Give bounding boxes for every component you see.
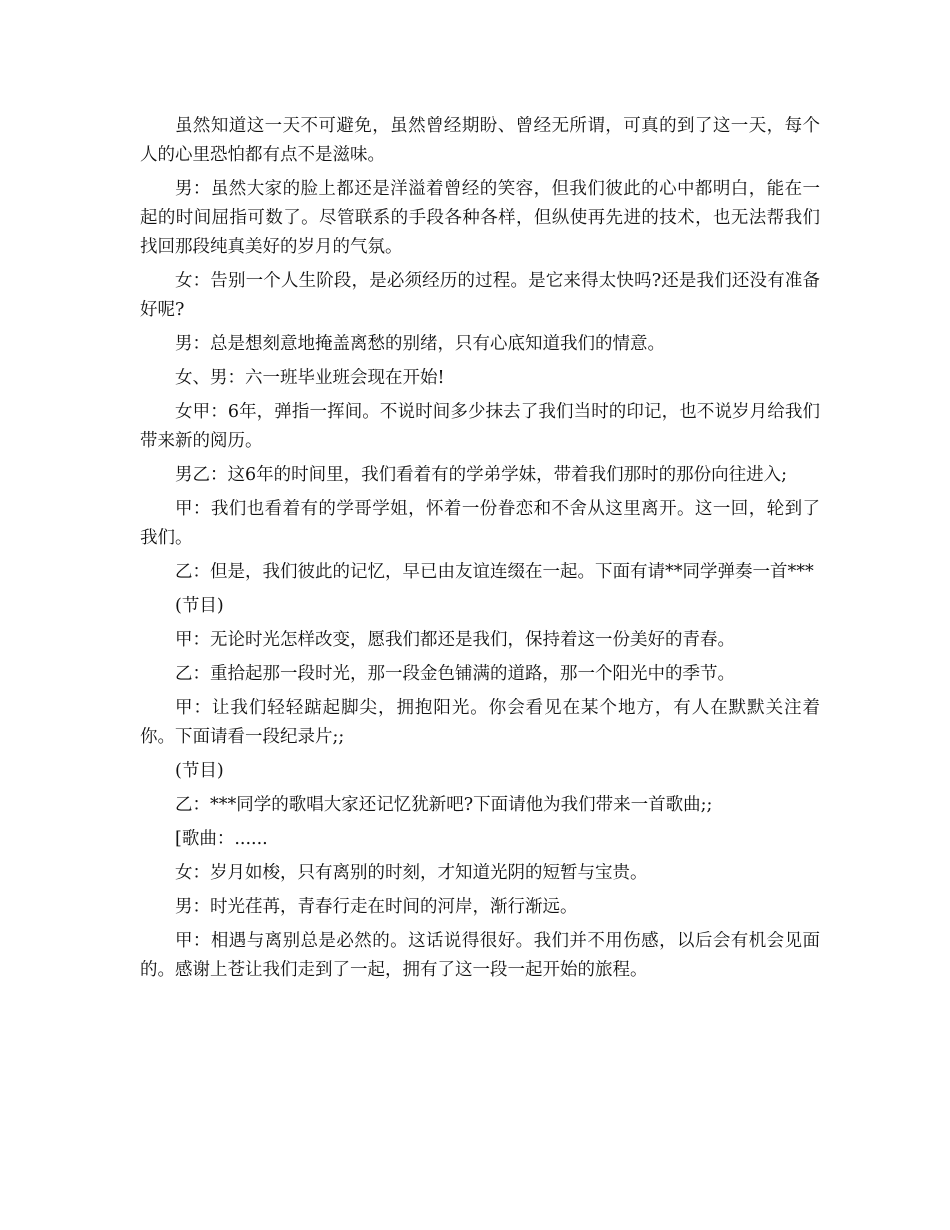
paragraph-a-3: 甲：让我们轻轻踮起脚尖，拥抱阳光。你会看见在某个地方，有人在默默关注着你。下面请看一段纪录片;; (140, 698, 820, 747)
document-body (140, 112, 820, 990)
paragraph-female-1: 女：告别一个人生阶段，是必须经历的过程。是它来得太快吗?还是我们还没有准备好呢? (140, 271, 820, 320)
paragraph-b-3: 乙：***同学的歌唱大家还记忆犹新吧?下面请他为我们带来一首歌曲;; (175, 795, 713, 815)
paragraph-male-3: 男：时光荏苒，青春行走在时间的河岸，渐行渐远。 (175, 897, 578, 917)
paragraph-b-1: 乙：但是，我们彼此的记忆，早已由友谊连缀在一起。下面有请**同学弹奏一首*** (175, 562, 814, 582)
paragraph-program-2: (节目) (175, 761, 224, 781)
paragraph-opening: 女、男：六一班毕业班会现在开始! (175, 368, 445, 388)
paragraph-intro: 虽然知道这一天不可避免，虽然曾经期盼、曾经无所谓，可真的到了这一天，每个人的心里恐怕都有点不是滋味。 (140, 116, 820, 165)
paragraph-program-1: (节目) (175, 596, 224, 616)
paragraph-a-2: 甲：无论时光怎样改变，愿我们都还是我们，保持着这一份美好的青春。 (175, 630, 735, 650)
paragraph-male-b: 男乙：这6年的时间里，我们看着有的学弟学妹，带着我们那时的那份向往进入; (175, 465, 788, 485)
paragraph-male-2: 男：总是想刻意地掩盖离愁的别绪，只有心底知道我们的情意。 (175, 334, 665, 354)
paragraph-female-a: 女甲：6年，弹指一挥间。不说时间多少抹去了我们当时的印记，也不说岁月给我们带来新的阅历。 (140, 402, 820, 451)
paragraph-b-2: 乙：重拾起那一段时光，那一段金色铺满的道路，那一个阳光中的季节。 (175, 664, 735, 684)
paragraph-a-4: 甲：相遇与离别总是必然的。这话说得很好。我们并不用伤感，以后会有机会见面的。感谢上苍让我们走到了一起，拥有了这一段一起开始的旅程。 (140, 931, 820, 980)
paragraph-a-1: 甲：我们也看着有的学哥学姐，怀着一份眷恋和不舍从这里离开。这一回，轮到了我们。 (140, 499, 820, 548)
paragraph-song: [歌曲：...... (175, 829, 268, 849)
paragraph-female-2: 女：岁月如梭，只有离别的时刻，才知道光阴的短暂与宝贵。 (175, 863, 648, 883)
paragraph-male-1: 男：虽然大家的脸上都还是洋溢着曾经的笑容，但我们彼此的心中都明白，能在一起的时间屈指可数了。尽管联系的手段各种各样，但纵使再先进的技术，也无法帮我们找回那段纯真美好的岁月的气氛。 (140, 179, 820, 257)
